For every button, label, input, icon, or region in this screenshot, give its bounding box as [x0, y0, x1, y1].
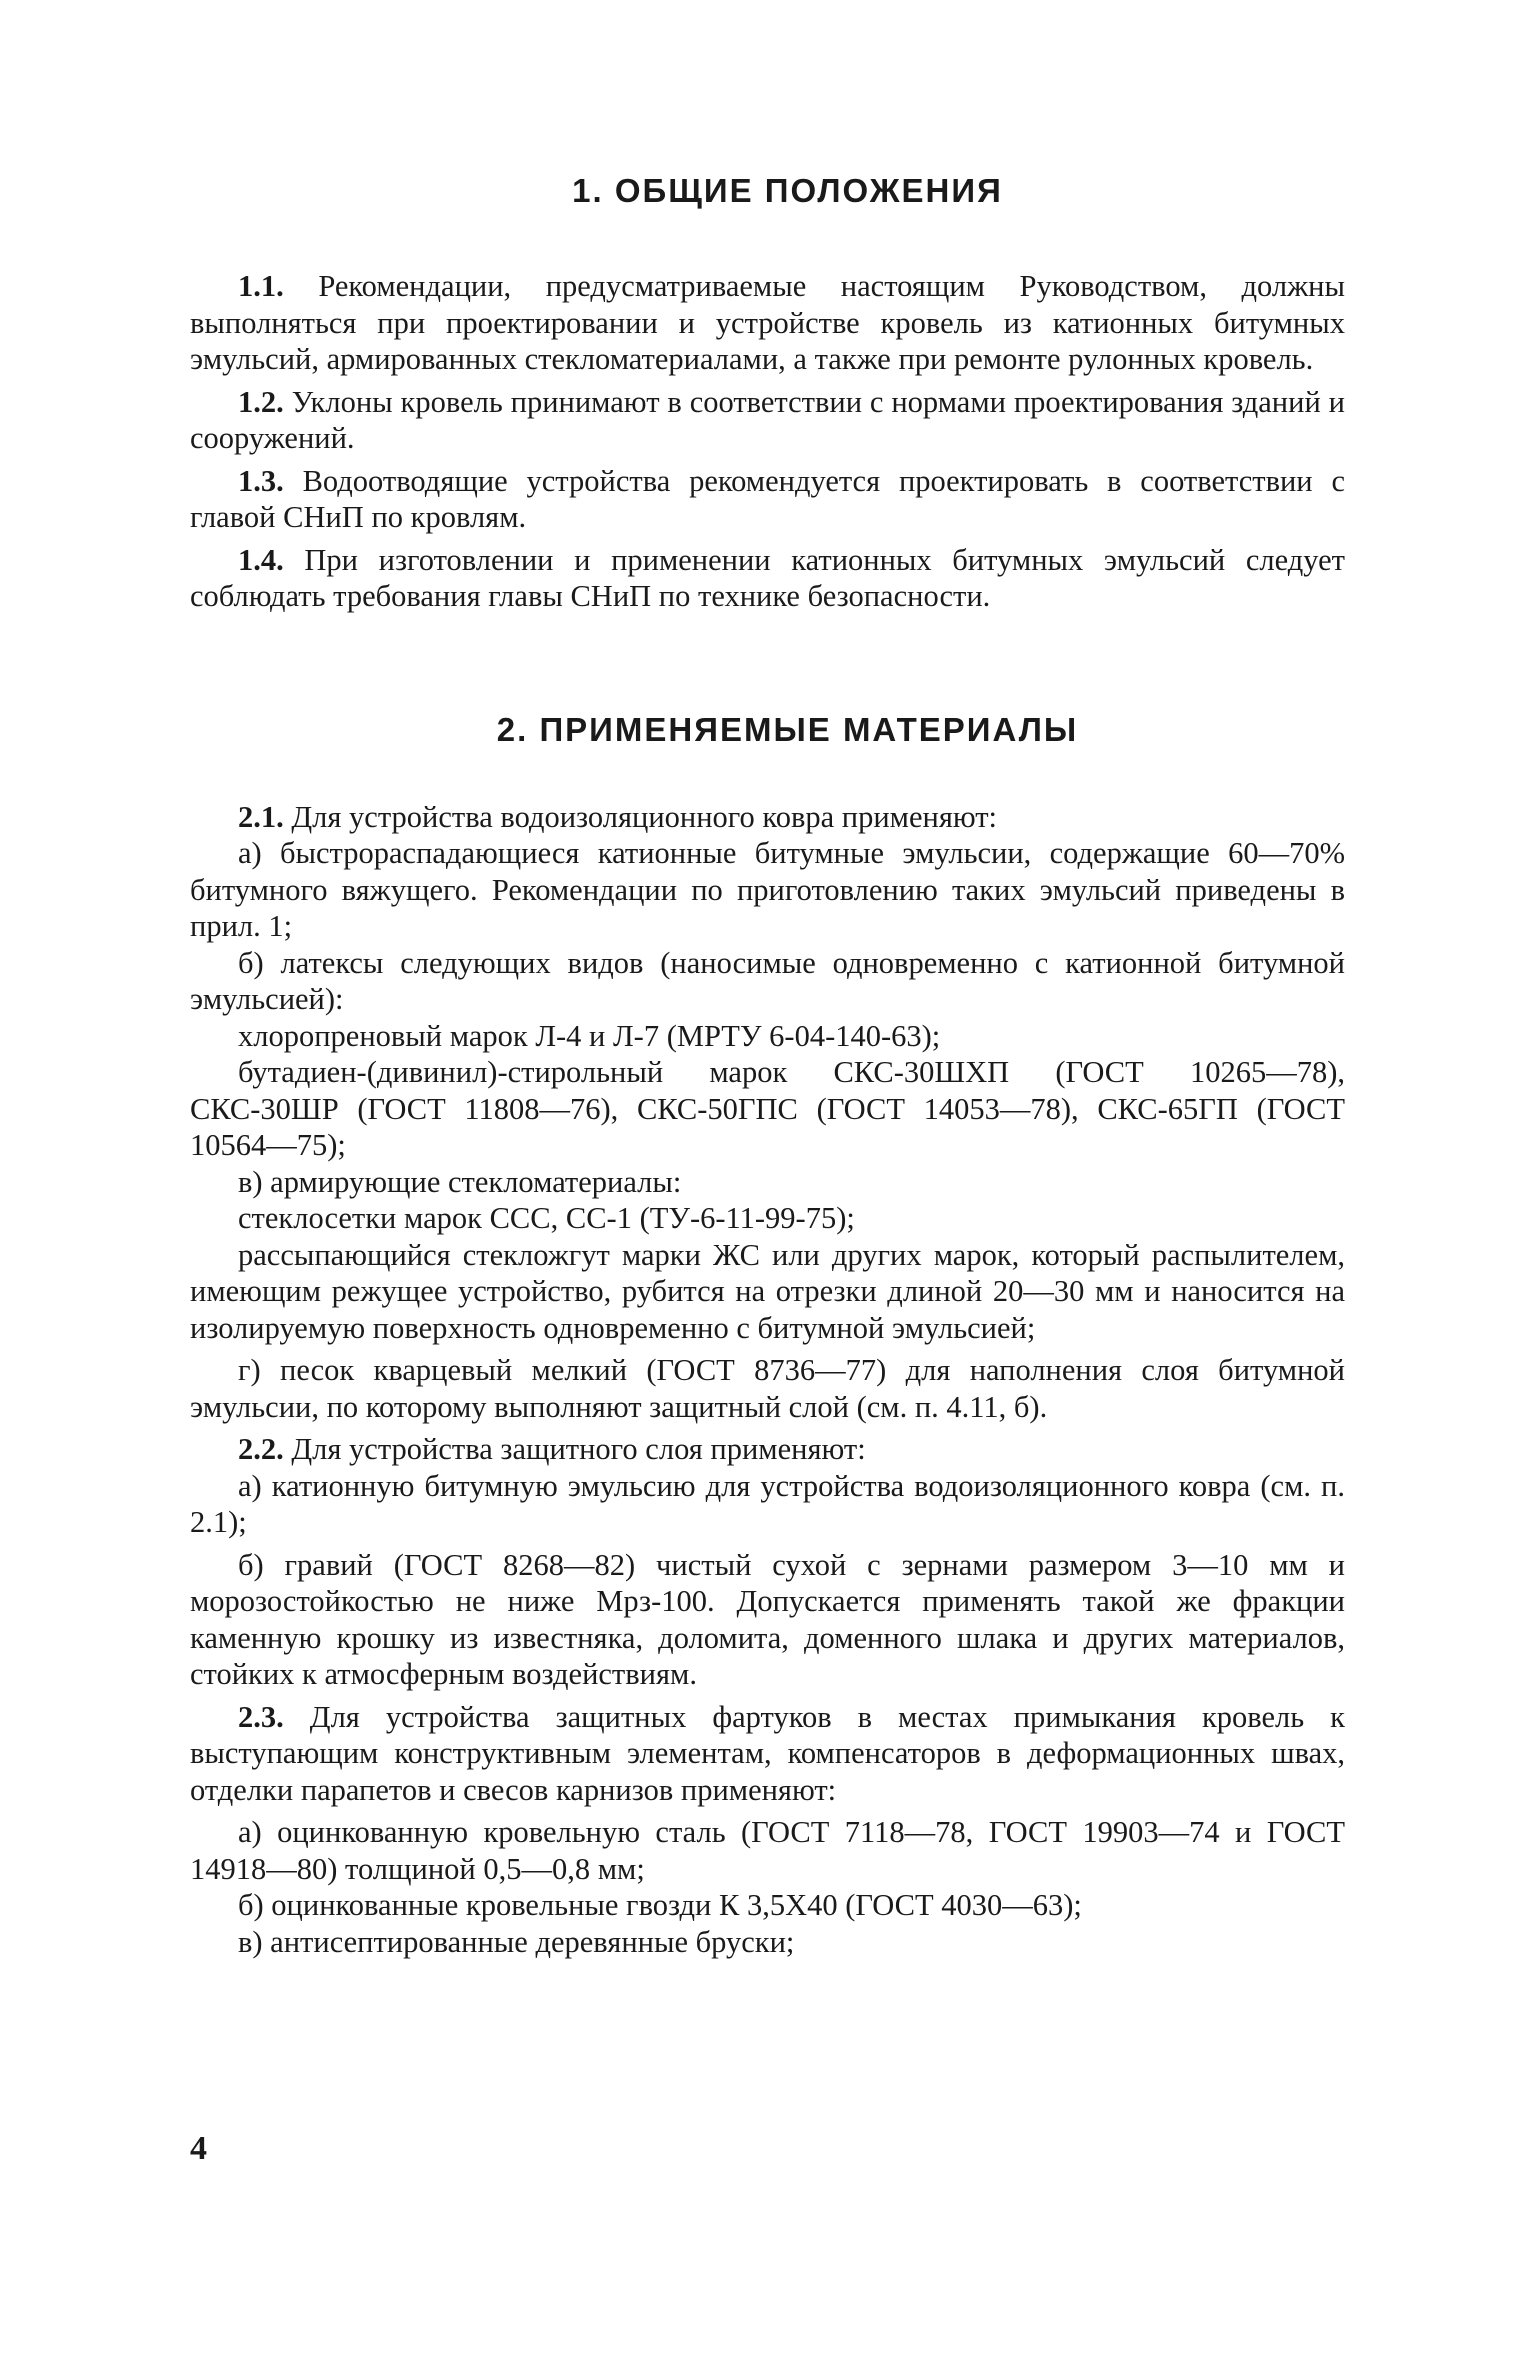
paragraph-2-1 — [190, 799, 1345, 836]
paragraph-2-2 — [190, 1431, 1345, 1468]
paragraph-text: Для устройства защитного слоя применяют: — [291, 1432, 866, 1466]
list-item-2-1-v: в) армирующие стекломатериалы: — [238, 1164, 682, 1199]
paragraph-1-1 — [190, 268, 1345, 378]
paragraph-number: 1.3. — [238, 463, 284, 498]
list-item-2-1-b: б) латексы следующих видов (наносимые одновременно с катионной битумной эмульсией): — [190, 945, 1345, 1016]
paragraph-text: Для устройства водоизоляционного ковра применяют: — [291, 799, 998, 834]
list-item-2-2-a: а) катионную битумную эмульсию для устройства водоизоляционного ковра (см. п. 2.1); — [190, 1468, 1345, 1539]
list-item-2-1-b-2: бутадиен-(дивинил)-стирольный марок СКС-30ШХП (ГОСТ 10265—78), СКС-30ШР (ГОСТ 11808—76), СКС-50ГПС (ГОСТ 14053—78), СКС-65ГП (ГОСТ 10564—75); — [190, 1055, 1345, 1162]
paragraph-number: 1.1. — [238, 269, 284, 303]
paragraph-text: Водоотводящие устройства рекомендуется проектировать в соответствии с главой СНиП по кровлям. — [190, 463, 1345, 534]
list-item-2-1-v-2: рассыпающийся стекложгут марки ЖС или других марок, который распылителем, имеющим режущее устройство, рубится на отрезки длиной 20—30 мм и наносится на изолируемую поверхность одновременно с битумной эмульсией; — [190, 1237, 1345, 1345]
section-2-title: 2. ПРИМЕНЯЕМЫЕ МАТЕРИАЛЫ — [496, 710, 1079, 748]
list-item-2-1-a: а) быстрораспадающиеся катионные битумные эмульсии, содержащие 60—70% битумного вяжущего. Рекомендации по приготовлению таких эмульсий приведены в прил. 1; — [190, 836, 1345, 943]
list-item-2-3-v: в) антисептированные деревянные бруски; — [238, 1924, 795, 1959]
paragraph-1-3 — [190, 463, 1345, 536]
document-page — [190, 150, 1345, 1960]
list-item-2-3-b: б) оцинкованные кровельные гвозди К 3,5Х40 (ГОСТ 4030—63); — [238, 1888, 1082, 1922]
list-item-2-1-g: г) песок кварцевый мелкий (ГОСТ 8736—77) для наполнения слоя битумной эмульсии, по которому выполняют защитный слой (см. п. 4.11, б). — [190, 1353, 1345, 1424]
paragraph-text: Уклоны кровель принимают в соответствии с нормами проектирования зданий и сооружений. — [190, 384, 1345, 455]
paragraph-1-4 — [190, 542, 1345, 615]
paragraph-number: 2.1. — [238, 799, 284, 834]
paragraph-text: При изготовлении и применении катионных битумных эмульсий следует соблюдать требования главы СНиП по технике безопасности. — [190, 542, 1345, 613]
paragraph-number: 2.2. — [238, 1432, 284, 1466]
paragraph-2-3 — [190, 1699, 1345, 1809]
paragraph-text: Для устройства защитных фартуков в местах примыкания кровель к выступающим конструктивным элементам, компенсаторов в деформационных швах, отделки парапетов и свесов карнизов применяют: — [190, 1699, 1345, 1807]
list-item-2-1-b-1: хлоропреновый марок Л-4 и Л-7 (МРТУ 6-04-140-63); — [238, 1018, 941, 1053]
paragraph-number: 1.4. — [238, 542, 284, 577]
list-item-2-1-v-1: стеклосетки марок ССС, СС-1 (ТУ-6-11-99-75); — [238, 1201, 855, 1235]
list-item-2-3-a: а) оцинкованную кровельную сталь (ГОСТ 7118—78, ГОСТ 19903—74 и ГОСТ 14918—80) толщиной 0,5—0,8 мм; — [190, 1815, 1345, 1886]
page-number: 4 — [190, 2130, 207, 2167]
paragraph-text: Рекомендации, предусматриваемые настоящим Руководством, должны выполняться при проектировании и устройстве кровель из катионных битумных эмульсий, армированных стекломатериалами, а также при ремонте рулонных кровель. — [190, 269, 1345, 376]
paragraph-number: 1.2. — [238, 384, 284, 419]
list-item-2-2-b: б) гравий (ГОСТ 8268—82) чистый сухой с зернами размером 3—10 мм и морозостойкостью не ниже Мрз-100. Допускается применять такой же фракции каменную крошку из известняка, доломита, доменного шлака и других материалов, стойких к атмосферным воздействиям. — [190, 1547, 1345, 1691]
paragraph-number: 2.3. — [238, 1699, 284, 1734]
paragraph-1-2 — [190, 384, 1345, 457]
section-1-title: 1. ОБЩИЕ ПОЛОЖЕНИЯ — [572, 172, 1003, 209]
